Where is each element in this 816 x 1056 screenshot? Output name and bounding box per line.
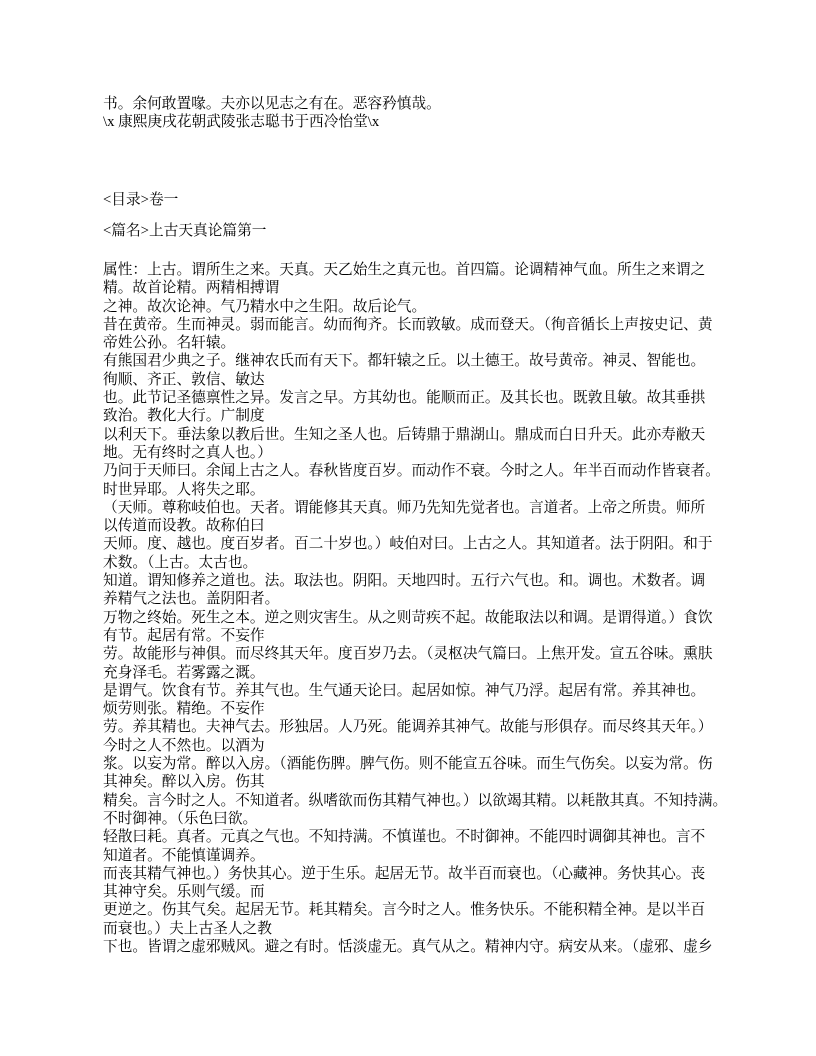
text-line: 属性：上古。谓所生之来。天真。天乙始生之真元也。首四篇。论调精神气血。所生之来谓之 [103,262,706,278]
text-line: 不时御神。（乐色曰欲。 [103,810,258,827]
text-line: \x 康熙庚戌花朝武陵张志聪书于西冷怡堂\x [103,114,380,131]
text-line: 下也。皆谓之虚邪贼风。避之有时。恬淡虚无。真气从之。精神内守。病安从来。（虚邪、虚乡 [103,938,713,955]
preface-paragraph [103,95,441,132]
text-line: 养精气之法也。盖阴阳者。 [103,591,280,608]
text-line: 其神守矣。乐则气缓。而 [103,884,265,901]
text-line: 书。余何敢置喙。夫亦以见志之有在。恶容矜慎哉。 [103,96,441,112]
body-paragraph [103,261,727,956]
chapter-title: <篇名>上古天真论篇第一 [103,223,267,239]
text-line: 致治。教化大行。广制度 [103,408,265,425]
text-line: 徇顺、齐正、敦信、敏达 [103,371,265,388]
text-line: 知道。谓知修养之道也。法。取法也。阴阳。天地四时。五行六气也。和。调也。术数者。调 [103,573,706,590]
text-line: 也。此节记圣德禀性之异。发言之早。方其幼也。能顺而正。及其长也。既敦且敏。故其垂拱 [103,390,706,407]
text-line: 精矣。言今时之人。不知道者。纵嗜欲而伤其精气神也。）以欲竭其精。以耗散其真。不知持满。 [103,792,728,809]
text-line: 更逆之。伤其气矣。起居无节。耗其精矣。言今时之人。惟务快乐。不能积精全神。是以半百 [103,902,706,919]
toc-heading: <目录>卷一 [103,192,179,208]
text-line: 万物之终始。死生之本。逆之则灾害生。从之则苛疾不起。故能取法以和调。是谓得道。）食饮 [103,609,713,626]
text-line: 烦劳则张。精绝。不妄作 [103,701,265,718]
text-line: 充身泽毛。若雾露之溉。 [103,664,265,681]
text-line: 有熊国君少典之子。继神农氏而有天下。都轩辕之丘。以土德王。故号黄帝。神灵、智能也。 [103,353,706,370]
text-line: 乃问于天师曰。余闻上古之人。春秋皆度百岁。而动作不衰。今时之人。年半百而动作皆衰者。 [103,463,720,480]
text-line: 知道者。不能慎谨调养。 [103,847,265,864]
text-line: 地。无有终时之真人也。） [103,444,272,461]
text-line: 天师。度、越也。度百岁者。百二十岁也。）岐伯对曰。上古之人。其知道者。法于阴阳。和于 [103,536,713,553]
text-line: 术数。（上古。太古也。 [103,554,258,571]
text-line: 以传道而设教。故称伯曰 [103,518,265,535]
text-line: 浆。以妄为常。醉以入房。（酒能伤脾。脾气伤。则不能宣五谷味。而生气伤矣。以妄为常。伤 [103,756,713,773]
text-line: 劳。故能形与神俱。而尽终其天年。度百岁乃去。（灵枢决气篇曰。上焦开发。宣五谷味。熏肤 [103,646,713,663]
text-line: （天师。尊称岐伯也。天者。谓能修其天真。师乃先知先觉者也。言道者。上帝之所贵。师所 [103,499,706,516]
text-line: 时世异耶。人将失之耶。 [103,481,265,498]
text-line: 以利天下。垂法象以教后世。生知之圣人也。后铸鼎于鼎湖山。鼎成而白日升天。此亦寿敝天 [103,426,706,443]
text-line: 劳。养其精也。夫神气去。形独居。人乃死。能调养其神气。故能与形俱存。而尽终其天年。） [103,719,713,736]
text-line: 而衰也。）夫上古圣人之教 [103,920,272,937]
text-line: 之神。故次论神。气乃精水中之生阳。故后论气。 [103,298,427,315]
text-line: 而丧其精气神也。）务快其心。逆于生乐。起居无节。故半百而衰也。（心藏神。务快其心。丧 [103,865,706,882]
text-line: 昔在黄帝。生而神灵。弱而能言。幼而徇齐。长而敦敏。成而登天。（徇音循长上声按史记、黄 [103,316,713,333]
text-line: 今时之人不然也。以酒为 [103,737,265,754]
text-line: 有节。起居有常。不妄作 [103,627,265,644]
text-line: 精。故首论精。两精相搏谓 [103,280,280,297]
text-line: 其神矣。醉以入房。伤其 [103,774,265,791]
text-line: 是谓气。饮食有节。养其气也。生气通天论曰。起居如惊。神气乃浮。起居有常。养其神也。 [103,682,706,699]
text-line: 帝姓公孙。名轩辕。 [103,335,236,352]
text-line: 轻散曰耗。真者。元真之气也。不知持满。不慎谨也。不时御神。不能四时调御其神也。言不 [103,829,706,846]
